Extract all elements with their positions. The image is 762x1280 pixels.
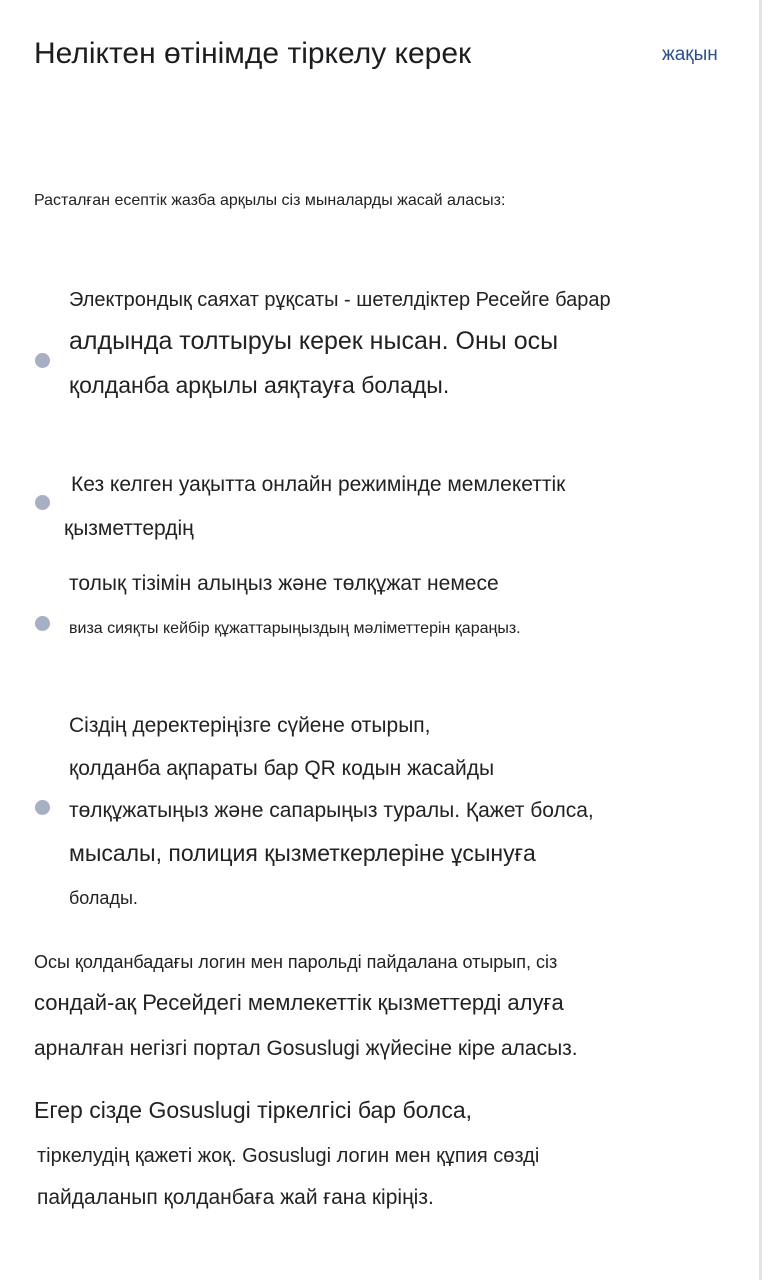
bullet-1-line-2: алдында толтыруы керек нысан. Оны осы (69, 327, 559, 355)
bullet-4-line-5: болады. (69, 888, 138, 908)
bullet-dot (35, 495, 50, 510)
paragraph-2-line-3: пайдаланып қолданбаға жай ғана кіріңіз. (37, 1186, 434, 1209)
bullet-2-line-1: Кез келген уақытта онлайн режимінде мемлекеттік (71, 473, 566, 496)
paragraph-1-line-1: Осы қолданбадағы логин мен парольді пайдалана отырып, сіз (34, 952, 558, 972)
bullet-4-line-4: мысалы, полиция қызметкерлеріне ұсынуға (69, 840, 536, 866)
bullet-1-line-1: Электрондық саяхат рұқсаты - шетелдіктер Ресейге барар (69, 289, 611, 311)
bullet-4-line-1: Сіздің деректеріңізге сүйене отырып, (69, 714, 431, 737)
bullet-3-line-1: толық тізімін алыңыз және төлқұжат немесе (69, 572, 499, 595)
bullet-4-line-3: төлқұжатыңыз және сапарыңыз туралы. Қажет болса, (69, 799, 594, 822)
bullet-dot (35, 353, 50, 368)
intro-text: Расталған есептік жазба арқылы сіз мыналарды жасай аласыз: (34, 192, 506, 209)
paragraph-2-line-1: Егер сізде Gosuslugi тіркелгісі бар болса, (34, 1097, 472, 1123)
paragraph-1-line-2: сондай-ақ Ресейдегі мемлекеттік қызметтерді алуға (34, 990, 564, 1015)
paragraph-2-line-2: тіркелудің қажеті жоқ. Gosuslugi логин мен құпия сөзді (37, 1145, 540, 1167)
paragraph-1-line-3: арналған негізгі портал Gosuslugi жүйесіне кіре аласыз. (34, 1037, 578, 1060)
bullet-dot (35, 800, 50, 815)
page-title: Неліктен өтінімде тіркелу керек (34, 37, 472, 70)
bullet-3-line-2: виза сияқты кейбір құжаттарыңыздың мәліметтерін қараңыз. (69, 620, 521, 637)
bullet-2-line-2: қызметтердің (64, 517, 194, 540)
close-button[interactable]: жақын (662, 44, 718, 65)
bullet-4-line-2: қолданба ақпараты бар QR кодын жасайды (69, 757, 495, 780)
bullet-dot (35, 616, 50, 631)
bullet-1-line-3: қолданба арқылы аяқтауға болады. (69, 372, 450, 398)
